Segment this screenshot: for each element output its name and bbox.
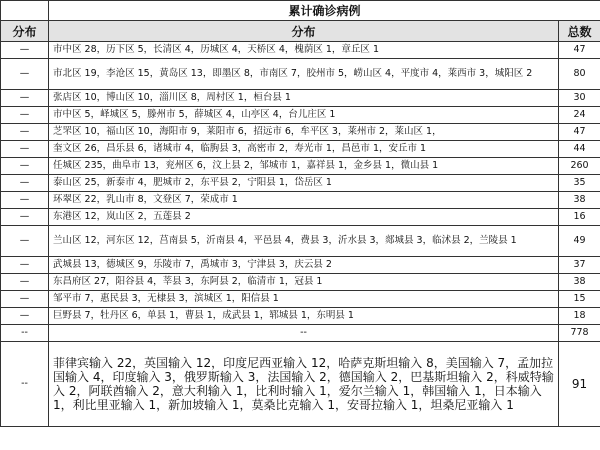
row-left-cell: -- (1, 342, 49, 427)
row-left-cell: — (1, 257, 49, 274)
row-left-cell: — (1, 291, 49, 308)
row-total-cell: 30 (559, 90, 600, 107)
column-header-row (1, 21, 600, 42)
row-left-cell: -- (1, 325, 49, 342)
row-left-cell: — (1, 209, 49, 226)
row-detail-cell: 张店区 10，博山区 10，淄川区 8，周村区 1，桓台县 1 (49, 90, 559, 107)
row-left-cell: — (1, 308, 49, 325)
row-total-cell: 18 (559, 308, 600, 325)
row-detail-cell: 芝罘区 10，福山区 10，海阳市 9，莱阳市 6，招远市 6，牟平区 3，莱州市 2，莱山区 1， (49, 124, 559, 141)
table-row (1, 226, 600, 257)
row-left-cell: — (1, 107, 49, 124)
table-title-row (1, 1, 600, 21)
table-row (1, 107, 600, 124)
table-row (1, 158, 600, 175)
row-detail-cell: -- (49, 325, 559, 342)
table-row (1, 192, 600, 209)
table-row (1, 175, 600, 192)
row-detail-cell: 任城区 235，曲阜市 13，兖州区 6，汶上县 2，邹城市 1，嘉祥县 1，金乡县 1，微山县 1 (49, 158, 559, 175)
row-detail-cell: 兰山区 12，河东区 12，莒南县 5，沂南县 4，平邑县 4，费县 3，沂水县 3，郯城县 3，临沭县 2，兰陵县 1 (49, 226, 559, 257)
row-total-cell: 38 (559, 192, 600, 209)
row-total-cell: 91 (559, 342, 600, 427)
row-detail-cell: 东港区 12，岚山区 2，五莲县 2 (49, 209, 559, 226)
row-detail-cell: 菲律宾输入 22，英国输入 12，印度尼西亚输入 12，哈萨克斯坦输入 8，美国输入 7，孟加拉国输入 4，印度输入 3，俄罗斯输入 3，法国输入 2，德国输入 2，巴基斯坦输入 2，科威特输入 2，阿联酋输入 2，意大利输入 1，比利时输入 1，爱尔兰输入 1，韩国输入 1，日本输入 1，利比里亚输入 1，新加坡输入 1，莫桑比克输入 1，安哥拉输入 1，坦桑尼亚输入 1 (49, 342, 559, 427)
row-detail-cell: 市中区 5，峄城区 5，滕州市 5，薛城区 4，山亭区 4，台儿庄区 1 (49, 107, 559, 124)
table-row (1, 59, 600, 90)
row-detail-cell: 武城县 13，德城区 9，乐陵市 7，禹城市 3，宁津县 3，庆云县 2 (49, 257, 559, 274)
row-left-cell: — (1, 124, 49, 141)
table-row (1, 141, 600, 158)
row-total-cell: 16 (559, 209, 600, 226)
row-total-cell: 260 (559, 158, 600, 175)
row-total-cell: 49 (559, 226, 600, 257)
row-total-cell: 38 (559, 274, 600, 291)
row-left-cell: — (1, 42, 49, 59)
row-left-cell: — (1, 175, 49, 192)
row-total-cell: 44 (559, 141, 600, 158)
table-row (1, 291, 600, 308)
table-row (1, 124, 600, 141)
row-total-cell: 778 (559, 325, 600, 342)
left-title-cell (1, 1, 49, 21)
table-row (1, 257, 600, 274)
row-total-cell: 35 (559, 175, 600, 192)
row-left-cell: — (1, 90, 49, 107)
row-detail-cell: 市北区 19，李沧区 15，黄岛区 13，即墨区 8，市南区 7，胶州市 5，崂山区 4，平度市 4，莱西市 3，城阳区 2 (49, 59, 559, 90)
table-row (1, 90, 600, 107)
table-row (1, 342, 600, 427)
column-header-total: 总数 (559, 21, 600, 42)
row-left-cell: — (1, 158, 49, 175)
row-detail-cell: 市中区 28，历下区 5，长清区 4，历城区 4，天桥区 4，槐荫区 1，章丘区 1 (49, 42, 559, 59)
row-total-cell: 15 (559, 291, 600, 308)
row-left-cell: — (1, 192, 49, 209)
row-left-cell: — (1, 141, 49, 158)
main-title-cell (49, 1, 600, 21)
row-detail-cell: 泰山区 25，新泰市 4，肥城市 2，东平县 2，宁阳县 1，岱岳区 1 (49, 175, 559, 192)
row-total-cell: 47 (559, 42, 600, 59)
row-left-cell: — (1, 59, 49, 90)
table-row (1, 308, 600, 325)
row-total-cell: 37 (559, 257, 600, 274)
row-total-cell: 24 (559, 107, 600, 124)
row-detail-cell: 巨野县 7，牡丹区 6，单县 1，曹县 1，成武县 1，郓城县 1，东明县 1 (49, 308, 559, 325)
column-header-distribution-left: 分布 (1, 21, 49, 42)
row-total-cell: 80 (559, 59, 600, 90)
row-detail-cell: 东昌府区 27，阳谷县 4，莘县 3，东阿县 2，临清市 1，冠县 1 (49, 274, 559, 291)
main-title: 累计确诊病例 (288, 4, 361, 18)
row-detail-cell: 邹平市 7，惠民县 3，无棣县 3，滨城区 1，阳信县 1 (49, 291, 559, 308)
table-row (1, 209, 600, 226)
column-header-distribution: 分布 (49, 21, 559, 42)
row-total-cell: 47 (559, 124, 600, 141)
row-left-cell: — (1, 226, 49, 257)
row-detail-cell: 环翠区 22，乳山市 8，文登区 7，荣成市 1 (49, 192, 559, 209)
table-row (1, 274, 600, 291)
table-row (1, 42, 600, 59)
row-detail-cell: 奎文区 26，昌乐县 6，诸城市 4，临朐县 3，高密市 2，寿光市 1，昌邑市 1，安丘市 1 (49, 141, 559, 158)
row-left-cell: — (1, 274, 49, 291)
table-row (1, 325, 600, 342)
